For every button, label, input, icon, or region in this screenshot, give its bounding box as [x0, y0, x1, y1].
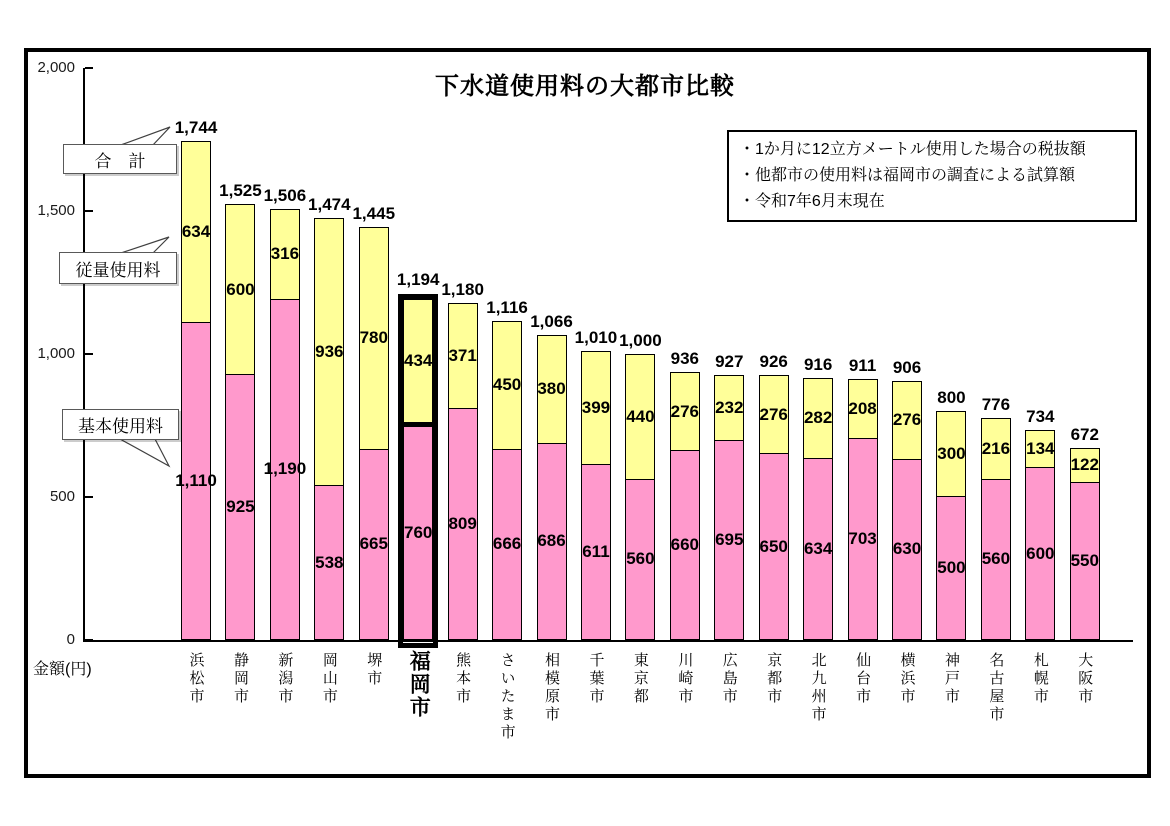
- basic-fee-segment: [759, 454, 789, 640]
- bar-column: [441, 68, 484, 706]
- bar-stack: [308, 195, 351, 640]
- bar-column: [759, 68, 789, 706]
- y-tick-mark: [85, 210, 93, 212]
- volume-fee-segment: [848, 379, 878, 438]
- basic-fee-value: 538: [315, 552, 344, 572]
- total-value-label: 1,000: [619, 331, 662, 350]
- basic-fee-value: 634: [803, 538, 833, 558]
- city-label: 横浜市: [898, 652, 916, 706]
- bar-stack: [1070, 424, 1100, 640]
- city-label: 浜松市: [187, 652, 205, 706]
- legend-basic-fee-callout: [62, 409, 179, 440]
- x-axis-line: [83, 640, 1133, 642]
- basic-fee-segment: [981, 480, 1011, 640]
- y-tick-label: 1,500: [37, 202, 75, 219]
- basic-fee-segment: [1070, 483, 1100, 640]
- basic-fee-value: 560: [981, 549, 1011, 569]
- volume-fee-segment: [181, 141, 211, 322]
- bar-stack: [574, 328, 618, 640]
- basic-fee-segment: [448, 409, 478, 640]
- bar-stack: [1025, 407, 1055, 640]
- volume-fee-value: 276: [670, 401, 699, 421]
- total-value-label: 672: [1070, 424, 1099, 444]
- basic-fee-segment: [225, 375, 255, 640]
- total-value-label: 1,116: [486, 297, 528, 317]
- basic-fee-segment: [403, 423, 433, 640]
- bar-stack: [759, 352, 789, 640]
- y-tick-label: 2,000: [37, 59, 75, 76]
- note-line: ・令和7年6月末現在: [739, 193, 885, 210]
- volume-fee-segment: [403, 299, 433, 423]
- basic-fee-segment: [314, 486, 344, 640]
- volume-fee-segment: [981, 418, 1011, 480]
- bar-column: [530, 68, 573, 724]
- basic-fee-value: 925: [226, 497, 255, 517]
- legend-volume-fee-callout: [59, 252, 177, 284]
- basic-fee-segment: [936, 497, 966, 640]
- plot-area: [83, 68, 1133, 742]
- basic-fee-value: 703: [848, 528, 877, 548]
- basic-fee-segment: [263, 300, 307, 640]
- basic-fee-segment: [175, 323, 217, 640]
- basic-fee-value: 1,190: [263, 459, 307, 479]
- volume-fee-value: 634: [181, 221, 211, 241]
- city-label: 堺市: [365, 652, 383, 688]
- y-tick-label: 500: [49, 488, 75, 505]
- bar-stack: [352, 203, 396, 640]
- basic-fee-segment: [670, 451, 700, 640]
- volume-fee-value: 399: [581, 398, 611, 418]
- total-value-label: 1,066: [530, 312, 573, 332]
- y-tick-label: 1,000: [37, 345, 75, 362]
- bar-column: [486, 68, 528, 742]
- total-value-label: 1,474: [308, 195, 351, 215]
- volume-fee-segment: [1025, 430, 1055, 468]
- total-value-label: 927: [715, 351, 744, 371]
- volume-fee-value: 282: [803, 408, 833, 428]
- city-label: 北九州市: [809, 652, 827, 724]
- note-line: ・他都市の使用料は福岡市の調査による試算額: [739, 167, 1076, 184]
- basic-fee-value: 560: [626, 549, 655, 569]
- y-tick-mark: [85, 639, 93, 641]
- volume-fee-value: 371: [448, 345, 477, 365]
- chart-title: 下水道使用料の大都市比較: [435, 73, 735, 100]
- y-axis-unit-label: 金額(円): [33, 661, 92, 678]
- y-tick-mark: [85, 353, 93, 355]
- volume-fee-segment: [625, 354, 655, 480]
- volume-fee-segment: [803, 378, 833, 459]
- city-label: 相模原市: [543, 652, 560, 724]
- bar-stack: [936, 388, 966, 640]
- basic-fee-value: 550: [1070, 550, 1099, 570]
- bar-stack: [530, 312, 573, 640]
- volume-fee-segment: [225, 204, 255, 376]
- volume-fee-segment: [714, 375, 744, 441]
- total-value-label: 776: [981, 395, 1011, 415]
- bar-column: [174, 68, 218, 706]
- bar-stack: [263, 186, 307, 640]
- volume-fee-value: 276: [892, 410, 922, 430]
- bar-column: [803, 68, 833, 724]
- bar-column: [396, 68, 440, 719]
- bar-column: [892, 68, 922, 706]
- volume-fee-value: 300: [937, 444, 966, 464]
- total-value-label: 1,525: [219, 180, 262, 200]
- total-value-label: 926: [759, 352, 788, 372]
- total-value-label: 800: [937, 388, 966, 408]
- bar-column: [352, 68, 396, 688]
- bar-stack: [396, 269, 440, 640]
- bar-column: [219, 68, 262, 706]
- city-label: 京都市: [765, 652, 783, 706]
- basic-fee-segment: [714, 441, 744, 640]
- volume-fee-value: 380: [537, 379, 566, 399]
- volume-fee-value: 440: [626, 406, 655, 426]
- basic-fee-segment: [1025, 468, 1055, 640]
- volume-fee-segment: [359, 227, 389, 450]
- city-label: 仙台市: [854, 652, 872, 706]
- volume-fee-segment: [492, 321, 522, 450]
- basic-fee-segment: [625, 480, 655, 640]
- city-label: さいたま市: [498, 652, 516, 742]
- basic-fee-value: 760: [404, 522, 433, 542]
- volume-fee-segment: [537, 335, 567, 444]
- basic-fee-value: 500: [937, 558, 966, 577]
- city-label: 千葉市: [587, 652, 605, 706]
- bar-column: [619, 68, 662, 706]
- basic-fee-value: 611: [582, 542, 610, 562]
- city-label: 川崎市: [676, 652, 694, 706]
- city-label: 広島市: [720, 652, 738, 706]
- city-label: 新潟市: [276, 652, 294, 706]
- bar-stack: [174, 118, 218, 640]
- basic-fee-value: 630: [892, 539, 922, 559]
- basic-fee-value: 650: [759, 536, 788, 556]
- legend-total-label: 合 計: [94, 151, 146, 171]
- bar-stack: [670, 349, 700, 640]
- city-label: 東京都: [631, 652, 649, 706]
- bar-column: [263, 68, 307, 706]
- bar-column: [670, 68, 700, 706]
- basic-fee-value: 809: [448, 513, 477, 533]
- bar-stack: [892, 357, 922, 640]
- basic-fee-segment: [848, 439, 878, 640]
- basic-fee-segment: [892, 460, 922, 640]
- total-value-label: 1,445: [352, 203, 396, 223]
- bar-stack: [486, 297, 528, 640]
- total-value-label: 936: [670, 349, 699, 369]
- volume-fee-segment: [581, 351, 611, 465]
- volume-fee-value: 134: [1026, 439, 1055, 459]
- volume-fee-value: 600: [226, 279, 255, 299]
- volume-fee-value: 434: [404, 350, 433, 370]
- bar-column: [1070, 68, 1100, 706]
- volume-fee-value: 216: [981, 438, 1011, 458]
- volume-fee-value: 232: [715, 398, 744, 418]
- basic-fee-segment: [581, 465, 611, 640]
- city-label: 熊本市: [454, 652, 472, 706]
- basic-fee-value: 686: [537, 531, 566, 551]
- basic-fee-segment: [803, 459, 833, 640]
- bar-stack: [803, 355, 833, 640]
- bar-column: [574, 68, 618, 706]
- y-tick-mark: [85, 67, 93, 69]
- volume-fee-value: 122: [1070, 455, 1099, 475]
- total-value-label: 1,010: [574, 328, 618, 348]
- basic-fee-value: 695: [715, 530, 744, 550]
- city-label: 札幌市: [1031, 652, 1049, 706]
- city-label: 静岡市: [231, 652, 249, 706]
- bar-stack: [981, 395, 1011, 640]
- total-value-label: 734: [1026, 407, 1055, 427]
- volume-fee-value: 276: [759, 404, 788, 424]
- city-label: 名古屋市: [987, 652, 1005, 724]
- volume-fee-value: 316: [270, 244, 300, 264]
- basic-fee-value: 600: [1026, 543, 1055, 563]
- total-value-label: 1,194: [396, 269, 440, 289]
- city-label: 岡山市: [320, 652, 338, 706]
- volume-fee-value: 936: [315, 342, 344, 362]
- basic-fee-value: 660: [670, 535, 699, 555]
- city-label: 福岡市: [407, 650, 431, 719]
- basic-fee-value: 1,110: [175, 470, 217, 490]
- basic-fee-segment: [492, 450, 522, 640]
- total-value-label: 1,180: [441, 279, 484, 299]
- city-label: 大阪市: [1076, 652, 1094, 706]
- total-value-label: 1,506: [263, 186, 307, 206]
- total-value-label: 1,744: [174, 118, 218, 138]
- bar-column: [981, 68, 1011, 724]
- basic-fee-value: 666: [492, 534, 522, 554]
- y-tick-mark: [85, 496, 93, 498]
- bar-column: [936, 68, 966, 706]
- bar-stack: [441, 279, 484, 640]
- note-line: ・1か月に12立方メートル使用した場合の税抜額: [739, 141, 1086, 158]
- basic-fee-segment: [537, 444, 567, 640]
- volume-fee-value: 450: [492, 375, 522, 395]
- bar-stack: [848, 356, 878, 640]
- bars-row: [174, 68, 1100, 742]
- legend-volume-fee-label: 従量使用料: [75, 260, 161, 280]
- bar-stack: [714, 351, 744, 640]
- city-label: 神戸市: [942, 652, 960, 706]
- volume-fee-segment: [759, 375, 789, 454]
- bar-column: [1025, 68, 1055, 706]
- total-value-label: 911: [848, 356, 877, 376]
- volume-fee-value: 208: [848, 399, 877, 419]
- volume-fee-segment: [270, 209, 300, 299]
- basic-fee-segment: [359, 450, 389, 640]
- legend-total-callout: [63, 144, 177, 174]
- total-value-label: 916: [803, 355, 833, 375]
- volume-fee-segment: [314, 218, 344, 486]
- legend-basic-fee-label: 基本使用料: [78, 417, 163, 436]
- volume-fee-segment: [448, 303, 478, 409]
- volume-fee-segment: [892, 381, 922, 460]
- total-value-label: 906: [892, 357, 922, 377]
- volume-fee-segment: [1070, 448, 1100, 483]
- bar-stack: [219, 180, 262, 640]
- bar-column: [848, 68, 878, 706]
- y-tick-label: 0: [66, 631, 75, 648]
- bar-column: [308, 68, 351, 706]
- volume-fee-segment: [670, 372, 700, 451]
- volume-fee-value: 780: [359, 328, 388, 348]
- basic-fee-value: 665: [359, 534, 388, 554]
- volume-fee-segment: [936, 411, 966, 497]
- bar-stack: [619, 331, 662, 640]
- bar-column: [714, 68, 744, 706]
